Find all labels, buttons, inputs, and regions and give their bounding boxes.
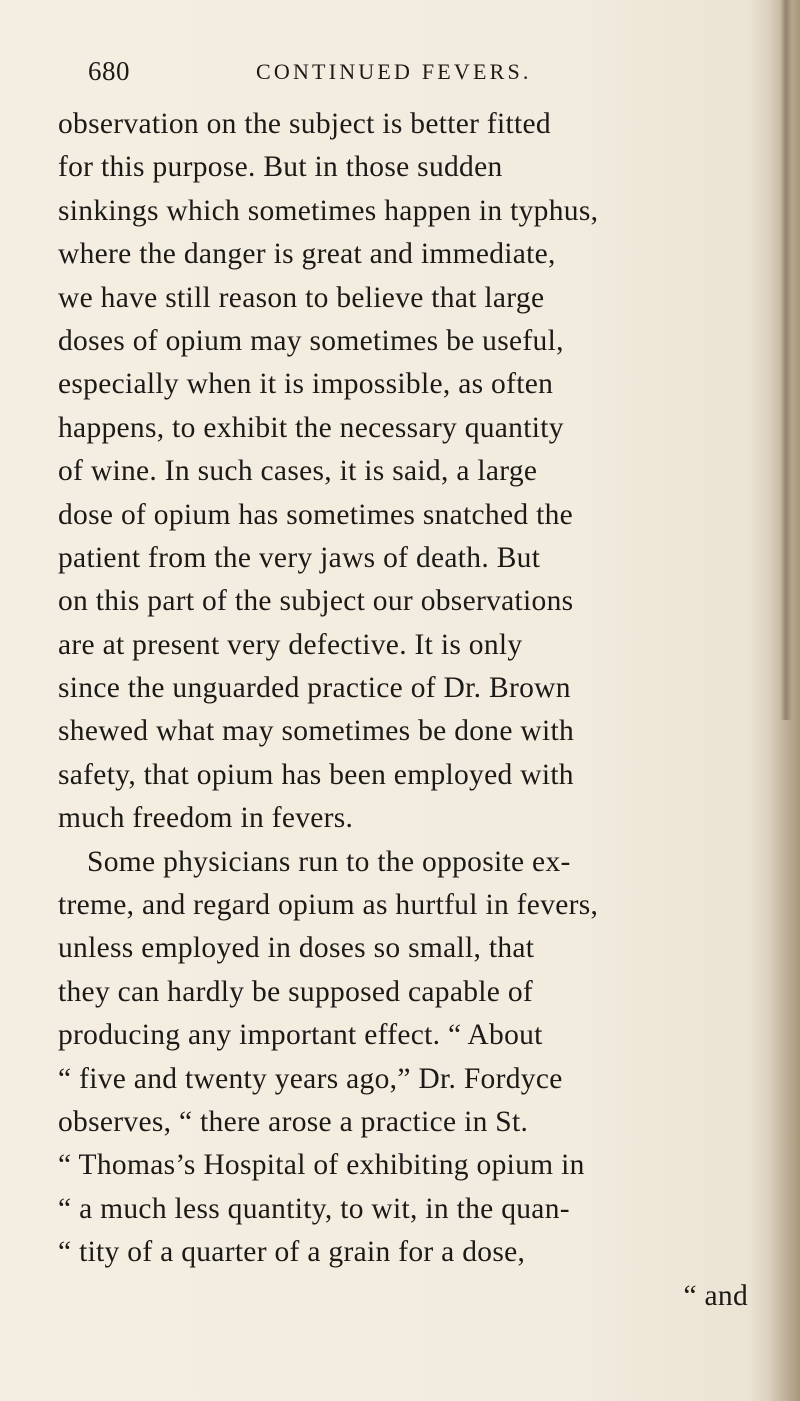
text-line: observation on the subject is better fitted: [58, 108, 551, 140]
text-line: observes, “ there arose a practice in St.: [58, 1105, 529, 1138]
text-line: sinkings which sometimes happen in typhus,: [58, 194, 599, 227]
page-header: [88, 56, 768, 90]
page-number: 680: [88, 56, 130, 86]
text-line: “ Thomas’s Hospital of exhibiting opium in: [58, 1149, 585, 1182]
text-line: are at present very defective. It is only: [58, 628, 523, 661]
text-line: since the unguarded practice of Dr. Brown: [58, 672, 571, 705]
text-line: where the danger is great and immediate,: [58, 238, 556, 271]
paragraph-first-line: Some physicians run to the opposite ex-: [87, 845, 571, 878]
page-edge-shadow: [780, 0, 792, 720]
text-line: patient from the very jaws of death. But: [58, 541, 541, 574]
running-head: CONTINUED FEVERS.: [256, 59, 532, 84]
text-line: unless employed in doses so small, that: [58, 932, 535, 965]
text-line: dose of opium has sometimes snatched the: [58, 498, 574, 531]
text-line: for this purpose. But in those sudden: [58, 151, 503, 184]
text-line: safety, that opium has been employed with: [58, 758, 574, 791]
text-line: treme, and regard opium as hurtful in fevers,: [58, 889, 599, 922]
text-line: “ five and twenty years ago,” Dr. Fordyce: [58, 1062, 563, 1095]
text-line: “ a much less quantity, to wit, in the quan-: [58, 1192, 570, 1225]
text-line: of wine. In such cases, it is said, a large: [58, 455, 538, 488]
page-binding-shadow: [748, 0, 800, 1401]
text-line: especially when it is impossible, as often: [58, 368, 554, 401]
text-line: on this part of the subject our observations: [58, 585, 574, 618]
text-line: shewed what may sometimes be done with: [58, 715, 575, 748]
catchword: “ and: [683, 1279, 748, 1312]
text-line: they can hardly be supposed capable of: [58, 975, 534, 1008]
text-line: producing any important effect. “ About: [58, 1019, 543, 1052]
text-line: “ tity of a quarter of a grain for a dose,: [58, 1236, 526, 1269]
text-line: happens, to exhibit the necessary quantity: [58, 411, 564, 444]
text-line: we have still reason to believe that large: [58, 281, 545, 314]
text-line: doses of opium may sometimes be useful,: [58, 324, 564, 357]
text-line: much freedom in fevers.: [58, 802, 354, 835]
body-text: [58, 103, 748, 1318]
